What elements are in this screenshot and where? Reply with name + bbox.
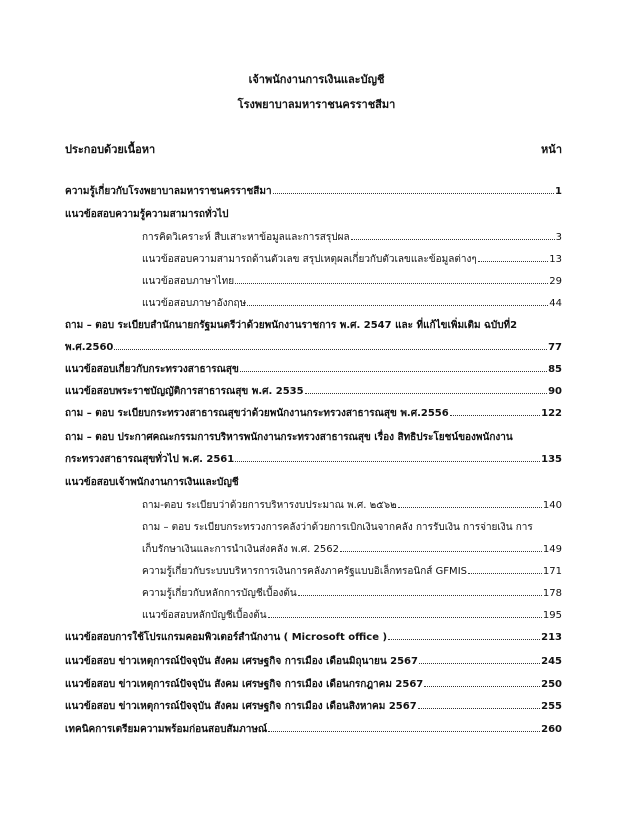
dot-leader (450, 415, 540, 416)
toc-entry-page: 140 (542, 500, 562, 511)
dot-leader (340, 551, 542, 552)
toc-entry-title: การคิดวิเคราะห์ สืบเสาะหาข้อมูลและการสรุปผล (142, 232, 350, 243)
dot-leader (235, 461, 540, 462)
toc-entry (65, 654, 562, 669)
toc-entry-title: กระทรวงสาธารณสุขทั่วไป พ.ศ. 2561 (65, 454, 235, 465)
toc-entry (65, 406, 562, 421)
toc-entry (142, 274, 562, 289)
toc-entry-title: แนวข้อสอบพระราชบัญญัติการสาธารณสุข พ.ศ. 2535 (65, 386, 304, 397)
toc-entry-page: 85 (548, 364, 562, 375)
toc-section-heading: แนวข้อสอบเจ้าพนักงานการเงินและบัญชี (65, 477, 239, 488)
dot-leader (114, 349, 547, 350)
toc-entry-title: เทคนิคการเตรียมความพร้อมก่อนสอบสัมภาษณ์ (65, 724, 268, 735)
toc-entry-page: 255 (541, 701, 562, 712)
toc-entry-page: 260 (541, 724, 562, 735)
toc-entry-page: 1 (555, 186, 562, 197)
toc-entry-title: แนวข้อสอบหลักบัญชีเบื้องต้น (142, 610, 267, 621)
toc-entry (142, 296, 562, 311)
toc-entry-title: ความรู้เกี่ยวกับระบบบริหารการเงินการคลังภาครัฐแบบอิเล็กทรอนิกส์ GFMIS (142, 566, 467, 577)
toc-entry-title: แนวข้อสอบ ข่าวเหตุการณ์ปัจจุบัน สังคม เศรษฐกิจ การเมือง เดือนสิงหาคม 2567 (65, 701, 417, 712)
toc-entry (142, 564, 562, 579)
toc-entry-title: พ.ศ.2560 (65, 342, 114, 353)
toc-entry (142, 252, 562, 267)
dot-leader (247, 305, 548, 306)
toc-entry-page: 3 (555, 232, 562, 243)
toc-entry-page: 90 (548, 386, 562, 397)
toc-entry-page: 213 (541, 632, 562, 643)
toc-entry (142, 542, 562, 557)
toc-entry (142, 498, 562, 513)
toc-entry (65, 452, 562, 467)
toc-entry-title: ความรู้เกี่ยวกับหลักการบัญชีเบื้องต้น (142, 588, 297, 599)
toc-entry (142, 586, 562, 601)
toc-entry (65, 722, 562, 737)
dot-leader (419, 663, 540, 664)
toc-entry (142, 230, 562, 245)
document-title: เจ้าพนักงานการเงินและบัญชี (248, 73, 385, 86)
toc-entry-page: 245 (541, 656, 562, 667)
dot-leader (240, 371, 547, 372)
dot-leader (478, 261, 549, 262)
toc-entry-title: แนวข้อสอบภาษาไทย (142, 276, 235, 287)
dot-leader (268, 731, 540, 732)
page-column-label: หน้า (541, 143, 562, 156)
toc-entry-page: 178 (542, 588, 562, 599)
toc-entry-title: แนวข้อสอบ ข่าวเหตุการณ์ปัจจุบัน สังคม เศรษฐกิจ การเมือง เดือนมิถุนายน 2567 (65, 656, 418, 667)
toc-entry-page: 135 (541, 454, 562, 465)
dot-leader (388, 639, 540, 640)
toc-entry-title: ถาม – ตอบ ระเบียบกระทรวงสาธารณสุขว่าด้วยพนักงานกระทรวงสาธารณสุข พ.ศ.2556 (65, 408, 449, 419)
toc-entry-title: แนวข้อสอบความสามารถด้านตัวเลข สรุปเหตุผลเกี่ยวกับตัวเลขและข้อมูลต่างๆ (142, 254, 477, 265)
toc-entry (65, 340, 562, 355)
toc-section-heading: แนวข้อสอบความรู้ความสามารถทั่วไป (65, 209, 229, 220)
toc-entry-line1: ถาม – ตอบ ระเบียบกระทรวงการคลังว่าด้วยการเบิกเงินจากคลัง การรับเงิน การจ่ายเงิน การ (142, 522, 533, 533)
toc-entry-title: แนวข้อสอบ ข่าวเหตุการณ์ปัจจุบัน สังคม เศรษฐกิจ การเมือง เดือนกรกฎาคม 2567 (65, 679, 424, 690)
toc-entry-title: ความรู้เกี่ยวกับโรงพยาบาลมหาราชนครราชสีมา (65, 186, 272, 197)
toc-entry (65, 699, 562, 714)
dot-leader (398, 507, 542, 508)
toc-entry-page: 171 (542, 566, 562, 577)
toc-entry-page: 122 (541, 408, 562, 419)
toc-entry-page: 44 (549, 298, 562, 309)
toc-entry-title: ถาม-ตอบ ระเบียบว่าด้วยการบริหารงบประมาณ พ.ศ. ๒๕๖๒ (142, 500, 397, 511)
toc-entry-page: 77 (548, 342, 562, 353)
toc-entry-page: 13 (549, 254, 562, 265)
toc-entry (65, 630, 562, 645)
dot-leader (305, 393, 547, 394)
toc-entry (65, 362, 562, 377)
toc-entry-page: 250 (541, 679, 562, 690)
toc-entry-title: แนวข้อสอบเกี่ยวกับกระทรวงสาธารณสุข (65, 364, 239, 375)
toc-entry-page: 29 (549, 276, 562, 287)
toc-entry (142, 608, 562, 623)
dot-leader (273, 193, 554, 194)
dot-leader (235, 283, 548, 284)
dot-leader (468, 573, 542, 574)
dot-leader (351, 239, 555, 240)
dot-leader (424, 686, 540, 687)
toc-entry (65, 184, 562, 199)
dot-leader (298, 595, 542, 596)
toc-entry-page: 149 (542, 544, 562, 555)
toc-entry-page: 195 (542, 610, 562, 621)
toc-entry (65, 384, 562, 399)
dot-leader (268, 617, 542, 618)
dot-leader (418, 708, 540, 709)
contents-label: ประกอบด้วยเนื้อหา (65, 143, 156, 156)
toc-entry-line1: ถาม – ตอบ ระเบียบสำนักนายกรัฐมนตรีว่าด้วยพนักงานราชการ พ.ศ. 2547 และ ที่แก้ไขเพิ่มเติม ฉบับที่2 (65, 320, 518, 331)
toc-entry-title: แนวข้อสอบภาษาอังกฤษ (142, 298, 247, 309)
toc-entry (65, 677, 562, 692)
toc-entry-title: เก็บรักษาเงินและการนำเงินส่งคลัง พ.ศ. 2562 (142, 544, 339, 555)
document-subtitle: โรงพยาบาลมหาราชนครราชสีมา (237, 98, 396, 111)
toc-entry-title: แนวข้อสอบการใช้โปรแกรมคอมพิวเตอร์สำนักงาน ( Microsoft office ) (65, 632, 388, 643)
toc-entry-line1: ถาม – ตอบ ประกาศคณะกรรมการบริหารพนักงานกระทรวงสาธารณสุข เรื่อง สิทธิประโยชน์ของพนักงาน (65, 432, 513, 443)
